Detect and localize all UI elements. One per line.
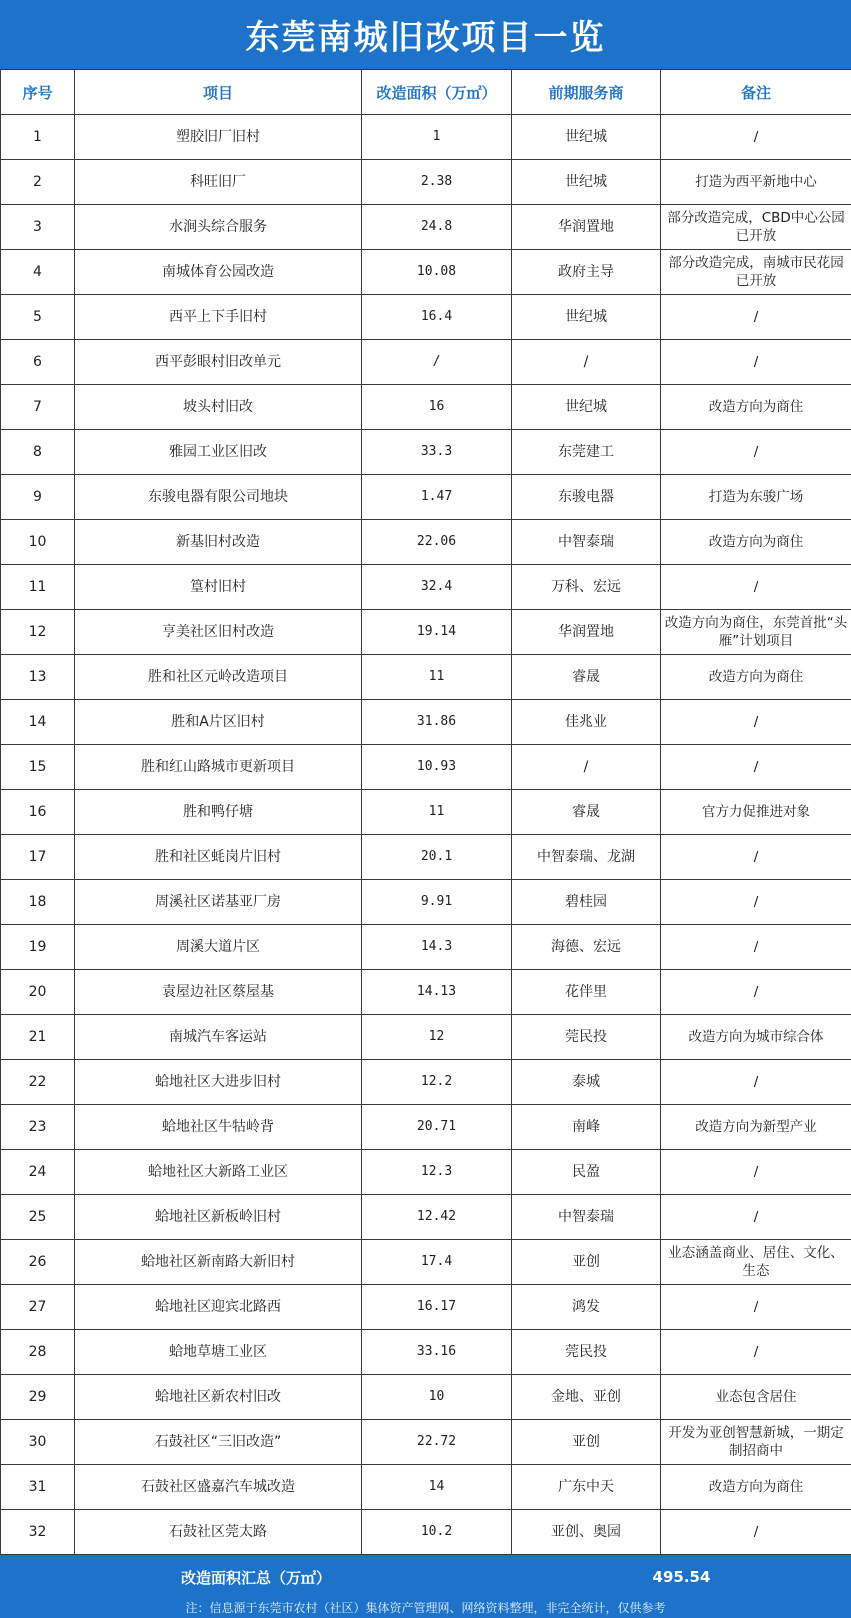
table-header-row: [1, 70, 851, 115]
cell-area: 24.8: [362, 205, 512, 250]
cell-index: 1: [1, 115, 75, 160]
cell-note: /: [661, 340, 851, 385]
cell-provider: 亚创: [512, 1240, 661, 1285]
cell-note: /: [661, 970, 851, 1015]
cell-index: 21: [1, 1015, 75, 1060]
table-row: [1, 1375, 851, 1420]
cell-area: 10: [362, 1375, 512, 1420]
table-body: [1, 115, 851, 1555]
cell-index: 18: [1, 880, 75, 925]
cell-project: 新基旧村改造: [75, 520, 362, 565]
cell-project: 石鼓社区盛嘉汽车城改造: [75, 1465, 362, 1510]
cell-project: 胜和鸭仔塘: [75, 790, 362, 835]
table-row: [1, 970, 851, 1015]
summary-row: [1, 1555, 851, 1600]
cell-project: 南城体育公园改造: [75, 250, 362, 295]
cell-provider: 睿晟: [512, 790, 661, 835]
cell-area: 16.17: [362, 1285, 512, 1330]
cell-note: 改造方向为商住: [661, 655, 851, 700]
cell-area: 14.3: [362, 925, 512, 970]
cell-area: 22.06: [362, 520, 512, 565]
cell-note: 开发为亚创智慧新城，一期定制招商中: [661, 1420, 851, 1465]
cell-area: 12: [362, 1015, 512, 1060]
cell-project: 胜和社区元岭改造项目: [75, 655, 362, 700]
cell-note: /: [661, 430, 851, 475]
cell-provider: 南峰: [512, 1105, 661, 1150]
footnote: 注：信息源于东莞市农村（社区）集体资产管理网、网络资料整理，非完全统计，仅供参考: [0, 1597, 851, 1618]
column-header-provider: 前期服务商: [512, 70, 661, 115]
cell-project: 科旺旧厂: [75, 160, 362, 205]
cell-note: /: [661, 295, 851, 340]
cell-project: 蛤地社区大进步旧村: [75, 1060, 362, 1105]
cell-note: /: [661, 1330, 851, 1375]
cell-provider: 金地、亚创: [512, 1375, 661, 1420]
cell-index: 2: [1, 160, 75, 205]
cell-provider: 政府主导: [512, 250, 661, 295]
cell-area: 12.2: [362, 1060, 512, 1105]
cell-provider: 佳兆业: [512, 700, 661, 745]
cell-index: 12: [1, 610, 75, 655]
cell-provider: 莞民投: [512, 1330, 661, 1375]
cell-project: 蛤地社区新农村旧改: [75, 1375, 362, 1420]
cell-provider: 睿晟: [512, 655, 661, 700]
cell-project: 坡头村旧改: [75, 385, 362, 430]
cell-area: 22.72: [362, 1420, 512, 1465]
cell-area: 16: [362, 385, 512, 430]
cell-project: 雅园工业区旧改: [75, 430, 362, 475]
cell-provider: 东骏电器: [512, 475, 661, 520]
cell-provider: 世纪城: [512, 115, 661, 160]
cell-index: 13: [1, 655, 75, 700]
cell-area: 32.4: [362, 565, 512, 610]
cell-project: 石鼓社区莞太路: [75, 1510, 362, 1555]
cell-index: 28: [1, 1330, 75, 1375]
table-row: [1, 700, 851, 745]
cell-note: 改造方向为商住: [661, 1465, 851, 1510]
cell-project: 塑胶旧厂旧村: [75, 115, 362, 160]
cell-note: /: [661, 835, 851, 880]
cell-provider: 华润置地: [512, 610, 661, 655]
cell-project: 东骏电器有限公司地块: [75, 475, 362, 520]
cell-index: 32: [1, 1510, 75, 1555]
cell-area: 10.2: [362, 1510, 512, 1555]
cell-area: 14.13: [362, 970, 512, 1015]
cell-index: 9: [1, 475, 75, 520]
table-row: [1, 1240, 851, 1285]
cell-index: 3: [1, 205, 75, 250]
cell-project: 亨美社区旧村改造: [75, 610, 362, 655]
cell-project: 蛤地社区迎宾北路西: [75, 1285, 362, 1330]
cell-project: 蛤地社区新板岭旧村: [75, 1195, 362, 1240]
cell-area: 1.47: [362, 475, 512, 520]
table-row: [1, 655, 851, 700]
table-row: [1, 250, 851, 295]
cell-project: 蛤地社区牛牯岭背: [75, 1105, 362, 1150]
summary-total: 495.54: [512, 1555, 851, 1600]
cell-provider: 中智泰瑞: [512, 520, 661, 565]
cell-index: 6: [1, 340, 75, 385]
cell-index: 22: [1, 1060, 75, 1105]
cell-project: 蛤地社区大新路工业区: [75, 1150, 362, 1195]
table-row: [1, 1060, 851, 1105]
cell-provider: 华润置地: [512, 205, 661, 250]
table-row: [1, 790, 851, 835]
cell-area: 14: [362, 1465, 512, 1510]
cell-note: 改造方向为商住: [661, 385, 851, 430]
table-row: [1, 745, 851, 790]
cell-area: 12.3: [362, 1150, 512, 1195]
cell-project: 南城汽车客运站: [75, 1015, 362, 1060]
table-row: [1, 1465, 851, 1510]
cell-area: 19.14: [362, 610, 512, 655]
summary-label: 改造面积汇总（万㎡）: [1, 1555, 512, 1600]
cell-project: 胜和A片区旧村: [75, 700, 362, 745]
cell-note: /: [661, 115, 851, 160]
cell-note: /: [661, 1285, 851, 1330]
table-row: [1, 925, 851, 970]
cell-note: 业态涵盖商业、居住、文化、生态: [661, 1240, 851, 1285]
cell-provider: 海德、宏远: [512, 925, 661, 970]
cell-project: 水涧头综合服务: [75, 205, 362, 250]
cell-project: 西平上下手旧村: [75, 295, 362, 340]
cell-project: 袁屋边社区蔡屋基: [75, 970, 362, 1015]
column-header-note: 备注: [661, 70, 851, 115]
cell-note: /: [661, 1150, 851, 1195]
cell-provider: 民盈: [512, 1150, 661, 1195]
cell-provider: /: [512, 340, 661, 385]
table-row: [1, 475, 851, 520]
table-row: [1, 520, 851, 565]
cell-area: /: [362, 340, 512, 385]
cell-index: 26: [1, 1240, 75, 1285]
cell-area: 9.91: [362, 880, 512, 925]
cell-index: 16: [1, 790, 75, 835]
table-row: [1, 205, 851, 250]
cell-project: 胜和社区蚝岗片旧村: [75, 835, 362, 880]
projects-table: [0, 69, 851, 1600]
cell-provider: 泰城: [512, 1060, 661, 1105]
cell-index: 5: [1, 295, 75, 340]
cell-index: 20: [1, 970, 75, 1015]
cell-note: /: [661, 1060, 851, 1105]
cell-index: 19: [1, 925, 75, 970]
table-row: [1, 565, 851, 610]
cell-project: 篁村旧村: [75, 565, 362, 610]
table-row: [1, 1510, 851, 1555]
table-row: [1, 1015, 851, 1060]
table-row: [1, 1330, 851, 1375]
cell-area: 10.08: [362, 250, 512, 295]
cell-project: 西平彭眼村旧改单元: [75, 340, 362, 385]
cell-project: 周溪社区诺基亚厂房: [75, 880, 362, 925]
cell-area: 1: [362, 115, 512, 160]
cell-note: /: [661, 745, 851, 790]
table-row: [1, 430, 851, 475]
page-title: 东莞南城旧改项目一览: [0, 0, 851, 69]
cell-note: /: [661, 880, 851, 925]
cell-index: 15: [1, 745, 75, 790]
table-row: [1, 340, 851, 385]
cell-area: 2.38: [362, 160, 512, 205]
cell-note: /: [661, 565, 851, 610]
cell-index: 7: [1, 385, 75, 430]
cell-area: 11: [362, 655, 512, 700]
cell-area: 17.4: [362, 1240, 512, 1285]
cell-provider: 莞民投: [512, 1015, 661, 1060]
cell-area: 20.1: [362, 835, 512, 880]
cell-note: 业态包含居住: [661, 1375, 851, 1420]
cell-index: 10: [1, 520, 75, 565]
cell-area: 12.42: [362, 1195, 512, 1240]
column-header-area: 改造面积（万㎡）: [362, 70, 512, 115]
cell-provider: 中智泰瑞: [512, 1195, 661, 1240]
table-row: [1, 610, 851, 655]
cell-index: 29: [1, 1375, 75, 1420]
cell-area: 33.16: [362, 1330, 512, 1375]
cell-project: 胜和红山路城市更新项目: [75, 745, 362, 790]
table-row: [1, 880, 851, 925]
cell-index: 8: [1, 430, 75, 475]
cell-project: 周溪大道片区: [75, 925, 362, 970]
cell-provider: 世纪城: [512, 385, 661, 430]
cell-index: 4: [1, 250, 75, 295]
cell-note: /: [661, 925, 851, 970]
cell-provider: 亚创: [512, 1420, 661, 1465]
cell-provider: 广东中天: [512, 1465, 661, 1510]
table-row: [1, 1150, 851, 1195]
cell-note: 官方力促推进对象: [661, 790, 851, 835]
cell-index: 30: [1, 1420, 75, 1465]
cell-note: 改造方向为城市综合体: [661, 1015, 851, 1060]
cell-note: 打造为东骏广场: [661, 475, 851, 520]
cell-provider: 碧桂园: [512, 880, 661, 925]
table-row: [1, 295, 851, 340]
table-row: [1, 1195, 851, 1240]
cell-project: 蛤地草塘工业区: [75, 1330, 362, 1375]
cell-index: 14: [1, 700, 75, 745]
table-row: [1, 385, 851, 430]
cell-provider: 亚创、奥园: [512, 1510, 661, 1555]
cell-note: 打造为西平新地中心: [661, 160, 851, 205]
cell-provider: 鸿发: [512, 1285, 661, 1330]
cell-area: 20.71: [362, 1105, 512, 1150]
cell-provider: 万科、宏远: [512, 565, 661, 610]
cell-project: 蛤地社区新南路大新旧村: [75, 1240, 362, 1285]
cell-area: 33.3: [362, 430, 512, 475]
cell-index: 23: [1, 1105, 75, 1150]
column-header-index: 序号: [1, 70, 75, 115]
table-row: [1, 835, 851, 880]
cell-area: 10.93: [362, 745, 512, 790]
table-row: [1, 160, 851, 205]
table-row: [1, 1285, 851, 1330]
cell-area: 11: [362, 790, 512, 835]
cell-provider: 世纪城: [512, 295, 661, 340]
table-row: [1, 1420, 851, 1465]
cell-index: 17: [1, 835, 75, 880]
cell-note: /: [661, 1510, 851, 1555]
cell-index: 11: [1, 565, 75, 610]
cell-index: 24: [1, 1150, 75, 1195]
table-row: [1, 1105, 851, 1150]
cell-note: /: [661, 700, 851, 745]
column-header-project: 项目: [75, 70, 362, 115]
cell-note: /: [661, 1195, 851, 1240]
cell-provider: 中智泰瑞、龙湖: [512, 835, 661, 880]
table-row: [1, 115, 851, 160]
cell-index: 27: [1, 1285, 75, 1330]
cell-note: 改造方向为商住: [661, 520, 851, 565]
cell-area: 31.86: [362, 700, 512, 745]
cell-note: 部分改造完成，南城市民花园已开放: [661, 250, 851, 295]
cell-note: 改造方向为新型产业: [661, 1105, 851, 1150]
cell-index: 25: [1, 1195, 75, 1240]
cell-provider: 东莞建工: [512, 430, 661, 475]
cell-provider: /: [512, 745, 661, 790]
cell-note: 改造方向为商住，东莞首批“头雁”计划项目: [661, 610, 851, 655]
cell-note: 部分改造完成，CBD中心公园已开放: [661, 205, 851, 250]
cell-provider: 花伴里: [512, 970, 661, 1015]
cell-provider: 世纪城: [512, 160, 661, 205]
cell-area: 16.4: [362, 295, 512, 340]
cell-index: 31: [1, 1465, 75, 1510]
cell-project: 石鼓社区“三旧改造”: [75, 1420, 362, 1465]
